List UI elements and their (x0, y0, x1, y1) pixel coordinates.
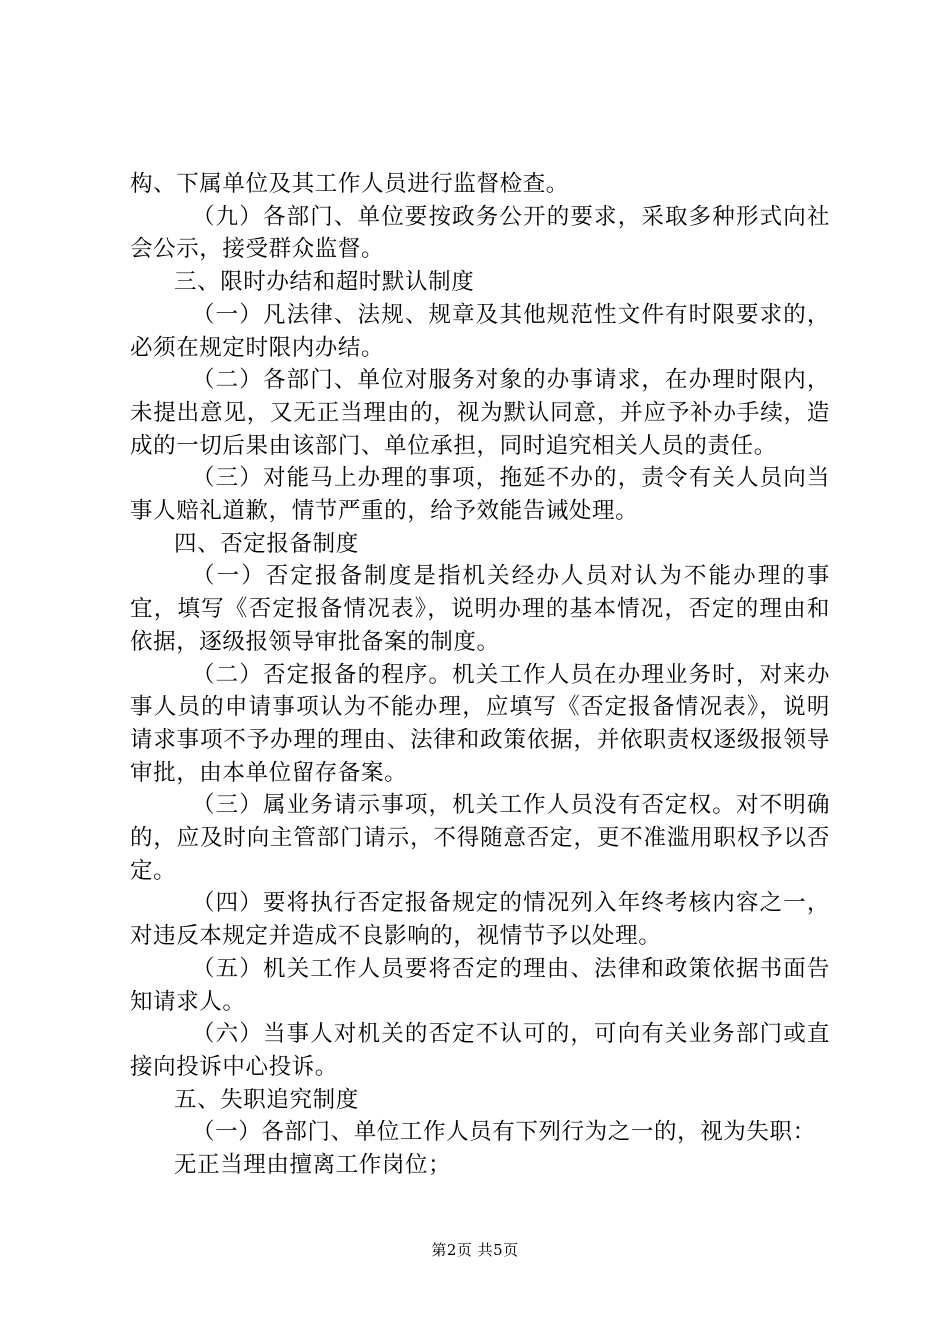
paragraph-3-item-1: （一）凡法律、法规、规章及其他规范性文件有时限要求的，必须在规定时限内办结。 (130, 301, 830, 361)
paragraph-4-item-2: （二）否定报备的程序。机关工作人员在办理业务时，对来办事人员的申请事项认为不能办理，应填写《否定报备情况表》，说明请求事项不予办理的理由、法律和政策依据，并依职责权逐级报领导审批，由本单位留存备案。 (130, 661, 830, 786)
paragraph-4-item-3: （三）属业务请示事项，机关工作人员没有否定权。对不明确的，应及时向主管部门请示，不得随意否定，更不准滥用职权予以否定。 (130, 792, 830, 884)
paragraph-item-9: （九）各部门、单位要按政务公开的要求，采取多种形式向社会公示，接受群众监督。 (130, 203, 830, 263)
paragraph-5-item-1: （一）各部门、单位工作人员有下列行为之一的，视为失职： (192, 1119, 816, 1146)
paragraph-3-item-3: （三）对能马上办理的事项，拖延不办的，责令有关人员向当事人赔礼道歉，情节严重的，给予效能告诫处理。 (130, 465, 830, 525)
paragraph-continuation: 构、下属单位及其工作人员进行监督检查。 (130, 171, 569, 197)
paragraph-3-item-2: （二）各部门、单位对服务对象的办事请求，在办理时限内，未提出意见，又无正当理由的，视为默认同意，并应予补办手续，造成的一切后果由该部门、单位承担，同时追究相关人员的责任。 (130, 367, 830, 459)
paragraph-4-item-6: （六）当事人对机关的否定不认可的，可向有关业务部门或直接向投诉中心投诉。 (130, 1021, 830, 1080)
page-number-footer: 第2页 共5页 (431, 1241, 519, 1259)
paragraph-4-item-4: （四）要将执行否定报备规定的情况列入年终考核内容之一，对违反本规定并造成不良影响的，视情节予以处理。 (130, 890, 830, 950)
section-heading-4: 四、否定报备制度 (174, 530, 359, 557)
document-body (130, 168, 830, 1182)
paragraph-5-list-entry: 无正当理由擅离工作岗位； (174, 1152, 452, 1179)
paragraph-4-item-5: （五）机关工作人员要将否定的理由、法律和政策依据书面告知请求人。 (130, 955, 830, 1015)
paragraph-4-item-1: （一）否定报备制度是指机关经办人员对认为不能办理的事宜，填写《否定报备情况表》，说明办理的基本情况，否定的理由和依据，逐级报领导审批备案的制度。 (130, 563, 830, 655)
section-heading-3: 三、限时办结和超时默认制度 (174, 269, 475, 296)
section-heading-5: 五、失职追究制度 (174, 1086, 359, 1113)
